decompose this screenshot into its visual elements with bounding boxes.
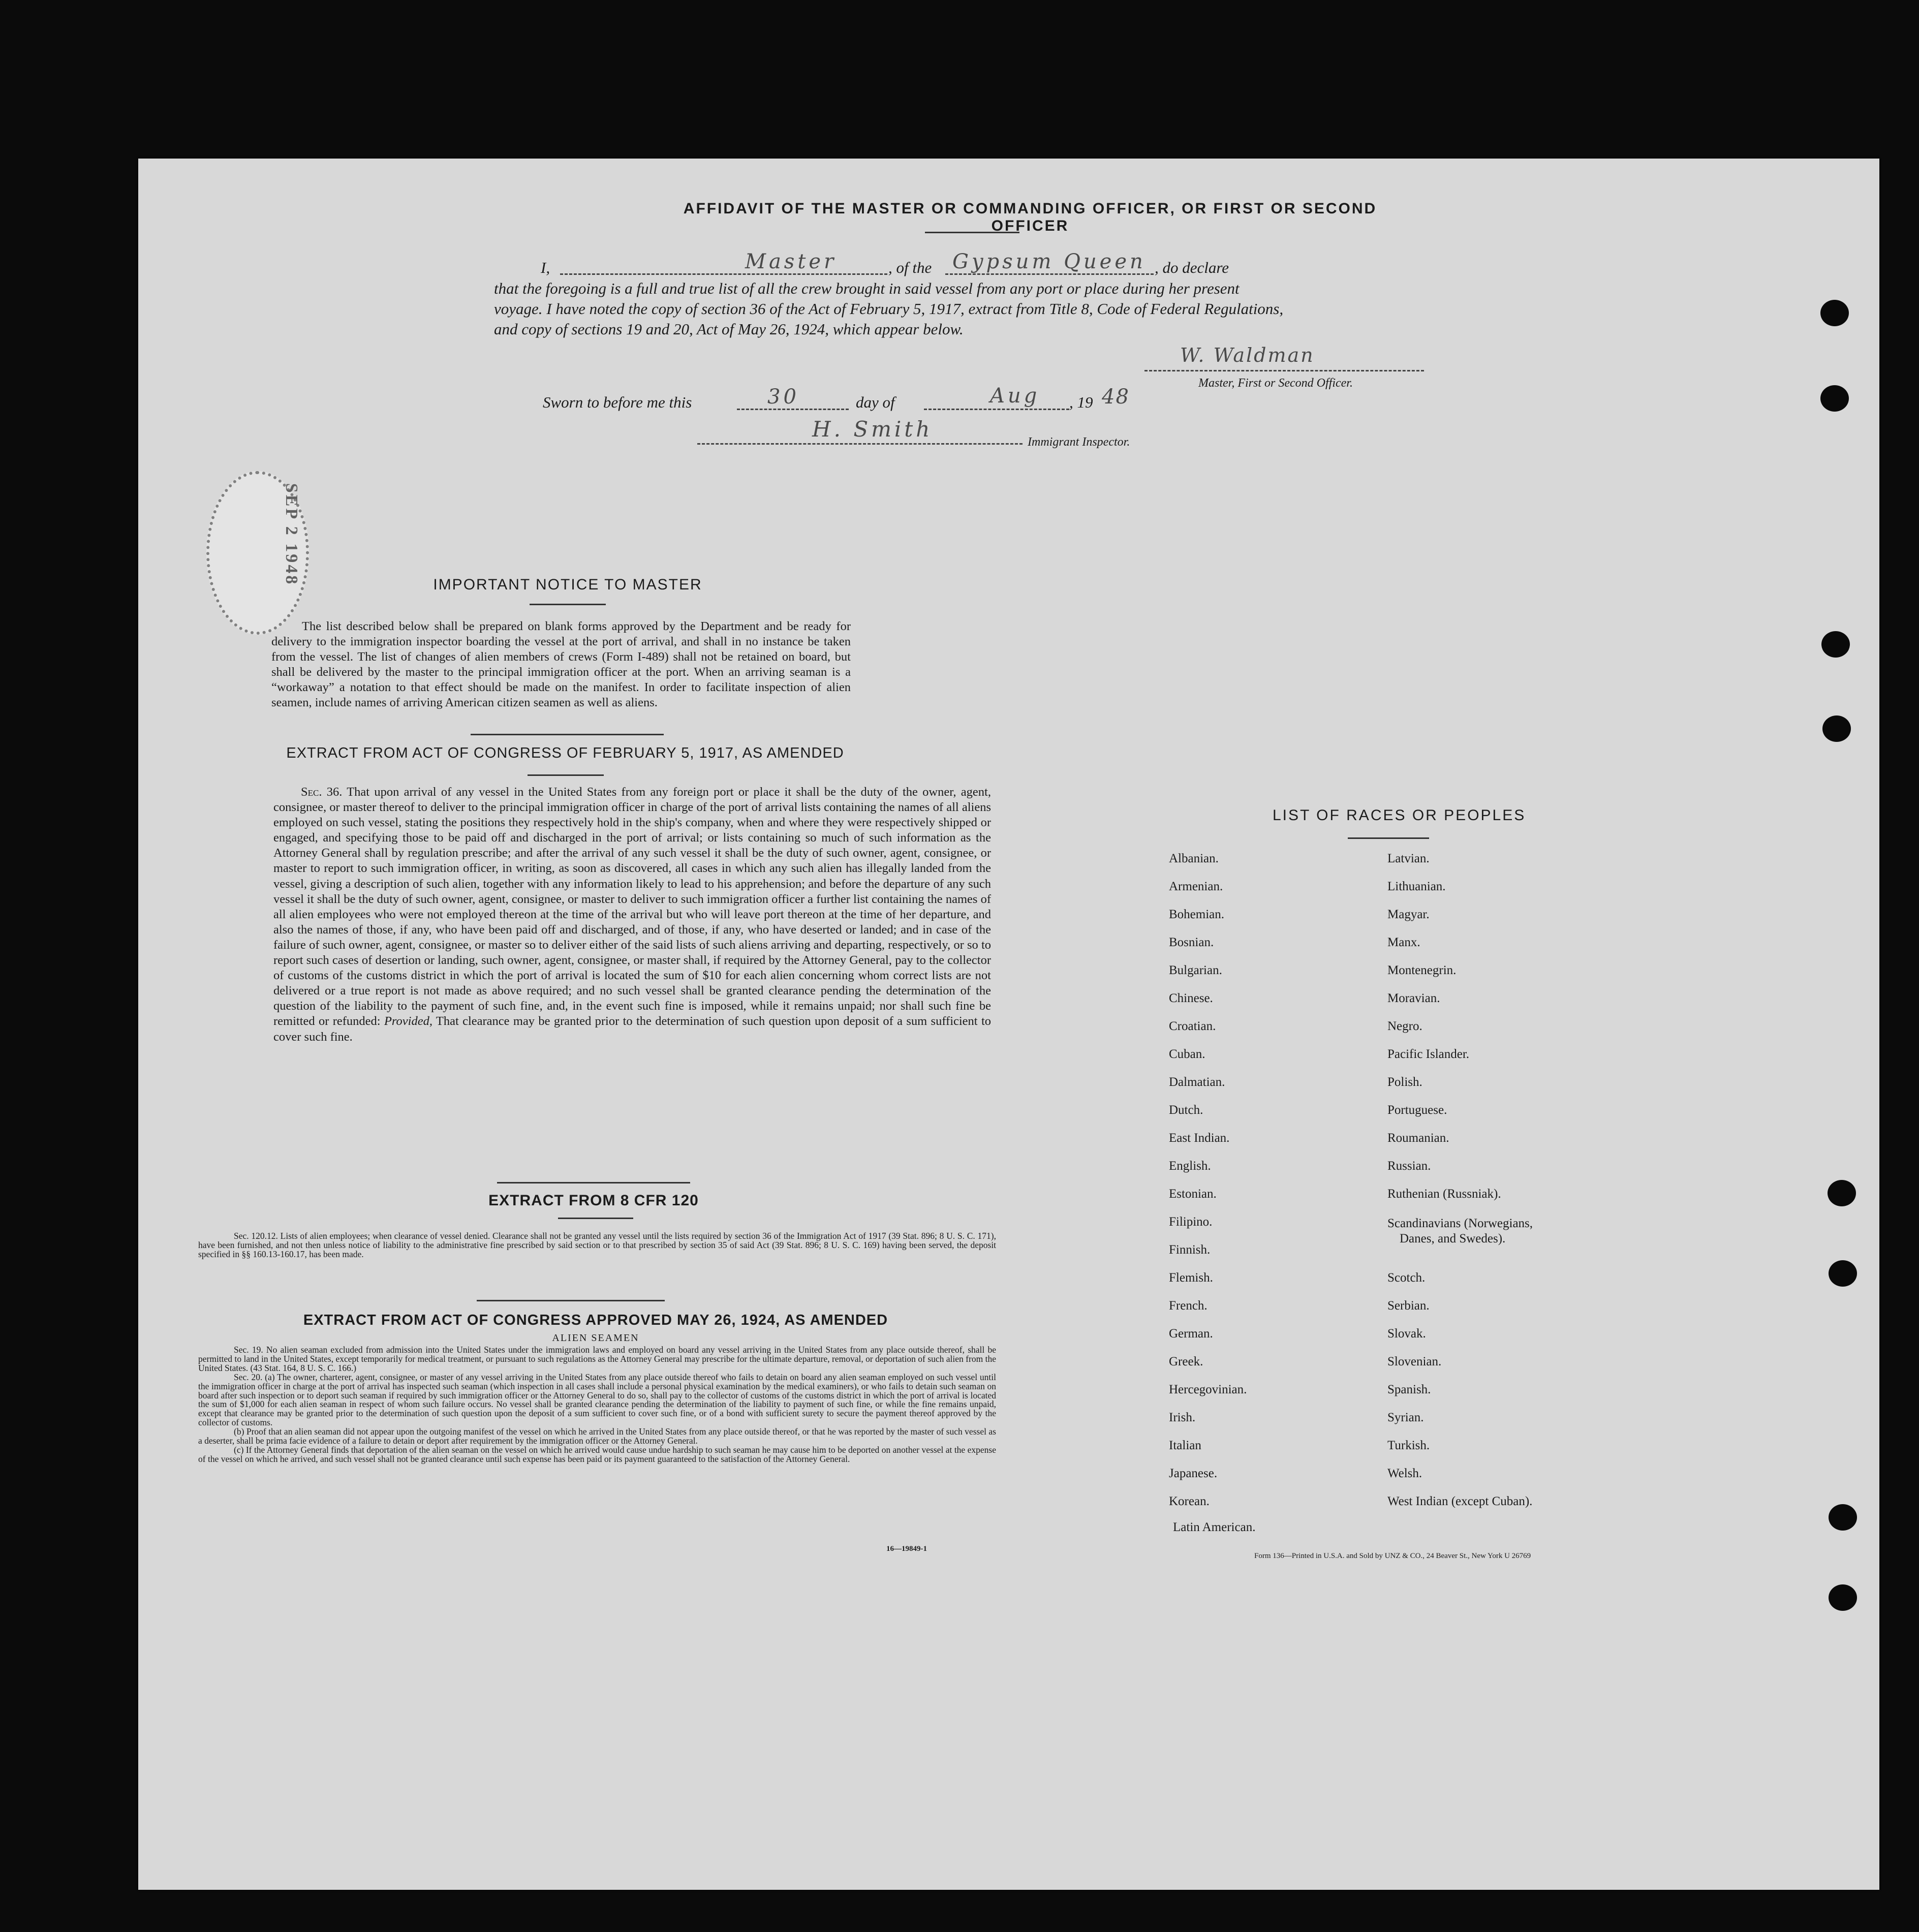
form-code: 16—19849-1 (886, 1545, 927, 1553)
of-the-label: , of the (888, 259, 932, 276)
extract-cfr-text: Sec. 120.12. Lists of alien employees; when clearance of vessel denied. Clearance shall not be granted any vessel until the lists required by section 36 of the Immigration Act of 1917 (39 Stat. 896; 8 U. S. C. 171), have been furnished, and not then unless notice of liability to the administrative fine prescribed by said section or to that prescribed by section 35 of said Act (39 Stat. 896; 8 U. S. C. 169) having been served, the deposit specified in §§ 160.13-160.17, has been made. (198, 1231, 996, 1259)
master-name-field: Master (745, 250, 837, 273)
do-declare-label: , do declare (1155, 259, 1229, 276)
document-sheet (138, 159, 1879, 1890)
extract-1917-text (273, 785, 991, 1045)
race-item: Flemish. (1169, 1271, 1213, 1285)
race-item: Polish. (1387, 1075, 1422, 1089)
race-item: Latin American. (1173, 1520, 1256, 1534)
vessel-name-blank (945, 273, 1154, 275)
punch-hole (1821, 631, 1850, 658)
sworn-month-blank (924, 409, 1069, 410)
race-item: Italian (1169, 1439, 1201, 1452)
sworn-month-field: Aug (990, 384, 1040, 408)
race-item: Negro. (1387, 1019, 1422, 1033)
race-item: Estonian. (1169, 1187, 1217, 1201)
race-item: Bosnian. (1169, 936, 1214, 949)
inspector-signature-line (697, 443, 1023, 445)
race-item: Spanish. (1387, 1383, 1431, 1396)
stamp-date: SEP 2 1948 (282, 483, 301, 586)
section-19: Sec. 19. No alien seaman excluded from admission into the United States under the immigration laws and employed on board any vessel arriving in the United States from any place outside thereof, shall be permitted to land in the United States, except temporarily for medical treatment, or pursuant to such regulations as the Attorney General may prescribe for the ultimate departure, removal, or deportation of such alien from the United States. (43 Stat. 164, 8 U. S. C. 166.) (198, 1345, 996, 1373)
races-title-underline (1348, 837, 1429, 839)
race-item: Dutch. (1169, 1103, 1203, 1117)
printer-footer: Form 136—Printed in U.S.A. and Sold by UNZ & CO., 24 Beaver St., New York U 26769 (1254, 1552, 1531, 1560)
race-item: West Indian (except Cuban). (1387, 1494, 1533, 1508)
race-item: Turkish. (1387, 1439, 1430, 1452)
punch-hole (1820, 300, 1849, 326)
notice-title: IMPORTANT NOTICE TO MASTER (433, 576, 702, 593)
master-name-blank (560, 273, 887, 275)
race-item: Greek. (1169, 1355, 1203, 1368)
race-item: Lithuanian. (1387, 880, 1446, 893)
race-item: Roumanian. (1387, 1131, 1449, 1145)
race-item: Armenian. (1169, 880, 1223, 893)
race-item: East Indian. (1169, 1131, 1230, 1145)
extract-1917-divider (497, 1182, 690, 1183)
notice-title-underline (530, 604, 606, 605)
affidavit-line-4: and copy of sections 19 and 20, Act of May 26, 1924, which appear below. (494, 320, 964, 338)
race-item: Croatian. (1169, 1019, 1216, 1033)
race-item: French. (1169, 1299, 1208, 1313)
race-item: Montenegrin. (1387, 963, 1457, 977)
extract-1924-title: EXTRACT FROM ACT OF CONGRESS APPROVED MAY 26, 1924, AS AMENDED (303, 1312, 888, 1328)
section-36-text-end: That clearance may be granted prior to the determination of such question upon deposit of a sum sufficient to cover such fine. (273, 1014, 992, 1044)
sworn-label: Sworn to before me this (543, 393, 692, 411)
section-20a: Sec. 20. (a) The owner, charterer, agent, consignee, or master of any vessel arriving in the United States from any place outside thereof who fails to detain on board any alien seaman employed on such vessel until the immigration officer in charge at the port of arrival has inspected such seaman (which inspection in all cases shall include a personal physical examination by the medical examiners), or who fails to detain such seaman on board after such inspection or to deport such seaman if required by such immigration officer or the Attorney General to do so, shall pay to the collector of customs of the customs district in which the port of arrival is located the sum of $1,000 for each alien seaman in respect of whom such failure occurs. No vessel shall be granted clearance pending the determination of the liability to payment of such fine, or while the fine remains unpaid, except that clearance may be granted prior to the determination of such question upon the deposit of a sum sufficient to cover such fine, or of a bond with sufficient surety to secure the payment thereof approved by the collector of customs. (198, 1372, 996, 1428)
punch-hole (1820, 385, 1849, 412)
races-right-column (1387, 852, 1642, 1583)
extract-1924-text (198, 1346, 996, 1464)
punch-hole (1829, 1584, 1857, 1611)
race-item: Scotch. (1387, 1271, 1426, 1285)
race-item: Scandinavians (Norwegians, (1387, 1217, 1533, 1230)
race-item: Korean. (1169, 1494, 1210, 1508)
extract-cfr-title: EXTRACT FROM 8 CFR 120 (488, 1192, 699, 1209)
race-item: Welsh. (1387, 1467, 1422, 1480)
punch-hole (1829, 1504, 1857, 1531)
section-36-text: That upon arrival of any vessel in the United States from any foreign port or place it shall be the duty of the owner, agent, consignee, or master thereof to deliver to the principal immigration officer in charge of the port of arrival lists containing the names of all aliens employed on such vessel, stating the positions they respectively hold in the ship's company, when and where they were respectively shipped or engaged, and specifying those to be paid off and discharged in the port of arrival; or lists containing so much of such information as the Attorney General shall by regulation prescribe; and after the arrival of any such vessel it shall be the duty of such owner, agent, consignee, or master to report to such immigration officer, in writing, as soon as discovered, all cases in which any such alien has illegally landed from the vessel, giving a description of such alien, together with any information likely to lead to his apprehension; and before the departure of any such vessel it shall be the duty of such owner, agent, consignee, or master to deliver to such immigration officer a further list containing the names of all alien employees who were not employed thereon at the time of the arrival but who will leave port thereon at the time of her departure, and also the names of those, if any, who have been paid off and discharged, and of those, if any, who have deserted or landed; and in case of the failure of such owner, agent, consignee, or master so to deliver either of the said lists of such aliens arriving and departing, respectively, or so to report such cases of desertion or landing, such owner, agent, consignee, or master shall, if required by the Attorney General, pay to the collector of customs of the customs district in which the port of arrival is located the sum of $10 for each alien concerning whom correct lists are not delivered or a true report is not made as above required; and no such vessel shall be granted clearance pending the determination of the question of the liability to the payment of such fine, and, in the event such fine is imposed, while it remains unpaid; nor shall such fine be remitted or refunded: (273, 785, 991, 1029)
race-item: Manx. (1387, 936, 1420, 949)
extract-1924-subtitle: ALIEN SEAMEN (552, 1332, 639, 1344)
race-item: Portuguese. (1387, 1103, 1447, 1117)
extract-cfr-divider (477, 1300, 665, 1301)
section-20c: (c) If the Attorney General finds that deportation of the alien seaman on the vessel on which he arrived would cause undue hardship to such seaman he may cause him to be deported on another vessel at the expense of the vessel on which he arrived, and such vessel shall not be granted clearance until such expense has been paid or its payment guaranteed to the satisfaction of the Attorney General. (198, 1444, 996, 1464)
race-item: Cuban. (1169, 1047, 1205, 1061)
race-item: Moravian. (1387, 991, 1440, 1005)
extract-cfr-underline (558, 1218, 633, 1219)
section-36-label: Sec. 36. (301, 785, 343, 799)
race-item: Russian. (1387, 1159, 1431, 1173)
sworn-day-blank (737, 409, 849, 410)
race-item: Filipino. (1169, 1215, 1213, 1229)
notice-text: The list described below shall be prepared on blank forms approved by the Department and be ready for delivery to the immigration inspector boarding the vessel at the port of arrival, and shall in no instance be taken from the vessel. The list of changes of alien members of crews (Form I-489) shall not be retained on board, but shall be delivered by the master to the principal immigration officer at the port. When an arriving seaman is a “workaway” a notation to that effect should be made on the manifest. In order to facilitate inspection of alien seamen, include names of arriving American citizen seamen as well as aliens. (271, 619, 851, 710)
race-item: Irish. (1169, 1411, 1196, 1424)
races-left-column (1169, 852, 1321, 1583)
affidavit-line-3: voyage. I have noted the copy of section 36 of the Act of February 5, 1917, extract from Title 8, Code of Federal Regulations, (494, 300, 1284, 318)
provided-label: Provided, (384, 1014, 432, 1029)
race-item: Albanian. (1169, 852, 1219, 865)
race-item: Slovenian. (1387, 1355, 1442, 1368)
affidavit-line-2: that the foregoing is a full and true list of all the crew brought in said vessel from any port or place during her present (494, 279, 1240, 297)
race-item: Syrian. (1387, 1411, 1424, 1424)
inspector-signature: H. Smith (812, 417, 933, 442)
race-item: Ruthenian (Russniak). (1387, 1187, 1501, 1201)
title-underline (925, 232, 1019, 233)
race-item: Finnish. (1169, 1243, 1211, 1257)
race-item: Japanese. (1169, 1467, 1218, 1480)
date-stamp (206, 471, 309, 635)
race-item: Bulgarian. (1169, 963, 1222, 977)
inspector-caption: Immigrant Inspector. (1028, 435, 1130, 449)
race-item: Bohemian. (1169, 908, 1225, 921)
notice-divider (471, 734, 664, 735)
race-item: Chinese. (1169, 991, 1213, 1005)
races-title: LIST OF RACES OR PEOPLES (1273, 807, 1526, 824)
punch-hole (1828, 1180, 1856, 1206)
master-signature: W. Waldman (1180, 344, 1315, 366)
day-of-label: day of (856, 393, 895, 411)
race-item: Danes, and Swedes). (1400, 1232, 1506, 1245)
i-label: I, (541, 259, 550, 276)
race-item: Magyar. (1387, 908, 1430, 921)
extract-1917-title: EXTRACT FROM ACT OF CONGRESS OF FEBRUARY 5, 1917, AS AMENDED (286, 745, 844, 761)
race-item: German. (1169, 1327, 1213, 1341)
race-item: Slovak. (1387, 1327, 1426, 1341)
race-item: Dalmatian. (1169, 1075, 1225, 1089)
punch-hole (1829, 1260, 1857, 1287)
affidavit-title: AFFIDAVIT OF THE MASTER OR COMMANDING OFFICER, OR FIRST OR SECOND OFFICER (683, 200, 1377, 234)
race-item: Pacific Islander. (1387, 1047, 1470, 1061)
sworn-year-field: 48 (1102, 385, 1130, 409)
section-20b: (b) Proof that an alien seaman did not appear upon the outgoing manifest of the vessel on which he arrived in the United States from any place outside thereof, or that he was reported by the master of such vessel as a deserter, shall be prima facie evidence of a failure to detain or deport after requirement by the immigration officer or the Attorney General. (198, 1426, 996, 1446)
race-item: Latvian. (1387, 852, 1430, 865)
race-item: English. (1169, 1159, 1211, 1173)
signature-caption: Master, First or Second Officer. (1198, 377, 1353, 390)
sworn-day-field: 30 (767, 385, 799, 409)
race-item: Serbian. (1387, 1299, 1430, 1313)
vessel-name-field: Gypsum Queen (952, 250, 1146, 273)
signature-line (1144, 370, 1424, 371)
year-prefix: , 19 (1069, 393, 1093, 411)
punch-hole (1822, 715, 1851, 742)
race-item: Hercegovinian. (1169, 1383, 1247, 1396)
extract-1917-underline (528, 774, 604, 776)
